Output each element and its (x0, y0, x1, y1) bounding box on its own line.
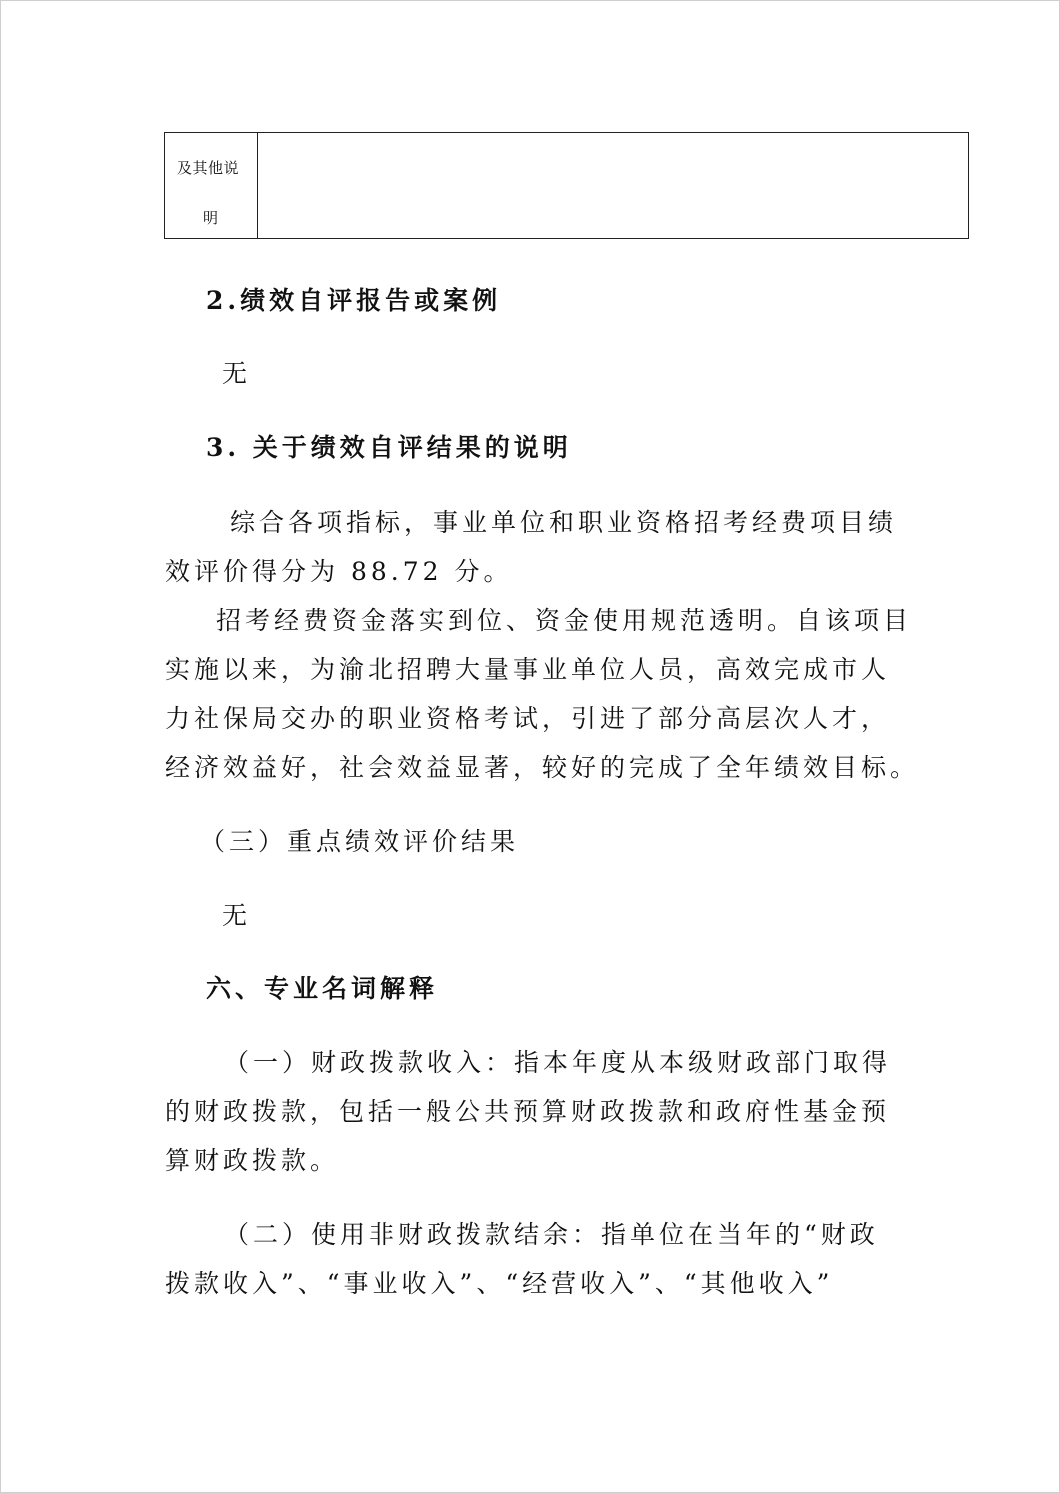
remarks-table (164, 132, 969, 239)
term1-line1: （一）财政拨款收入：指本年度从本级财政部门取得 (224, 1048, 892, 1077)
section3-para1-line1: 综合各项指标，事业单位和职业资格招考经费项目绩 (230, 508, 898, 537)
section3-heading: 3. 关于绩效自评结果的说明 (206, 433, 572, 462)
section3-para1-line2: 效评价得分为 88.72 分。 (165, 557, 513, 586)
section3-para2-line4: 经济效益好，社会效益显著，较好的完成了全年绩效目标。 (165, 753, 920, 782)
section2-body: 无 (222, 359, 252, 388)
section6-heading: 六、专业名词解释 (206, 974, 439, 1003)
term2-line1: （二）使用非财政拨款结余：指单位在当年的“财政 (224, 1220, 879, 1249)
section3-para2-line3: 力社保局交办的职业资格考试，引进了部分高层次人才， (165, 704, 891, 733)
section3-para2-line1: 招考经费资金落实到位、资金使用规范透明。自该项目 (216, 606, 913, 635)
term1-line2: 的财政拨款，包括一般公共预算财政拨款和政府性基金预 (165, 1097, 891, 1126)
key-evaluation-heading: （三）重点绩效评价结果 (200, 827, 520, 856)
term1-line3: 算财政拨款。 (165, 1146, 340, 1175)
section3-para2-line2: 实施以来，为渝北招聘大量事业单位人员，高效完成市人 (165, 655, 891, 684)
table-divider (257, 133, 258, 238)
section2-heading: 2.绩效自评报告或案例 (206, 286, 502, 315)
table-label-line2: 明 (203, 209, 219, 227)
term2-line2: 拨款收入”、“事业收入”、“经营收入”、“其他收入” (165, 1269, 834, 1298)
table-label-line1: 及其他说 (177, 159, 240, 177)
key-evaluation-body: 无 (222, 901, 252, 930)
